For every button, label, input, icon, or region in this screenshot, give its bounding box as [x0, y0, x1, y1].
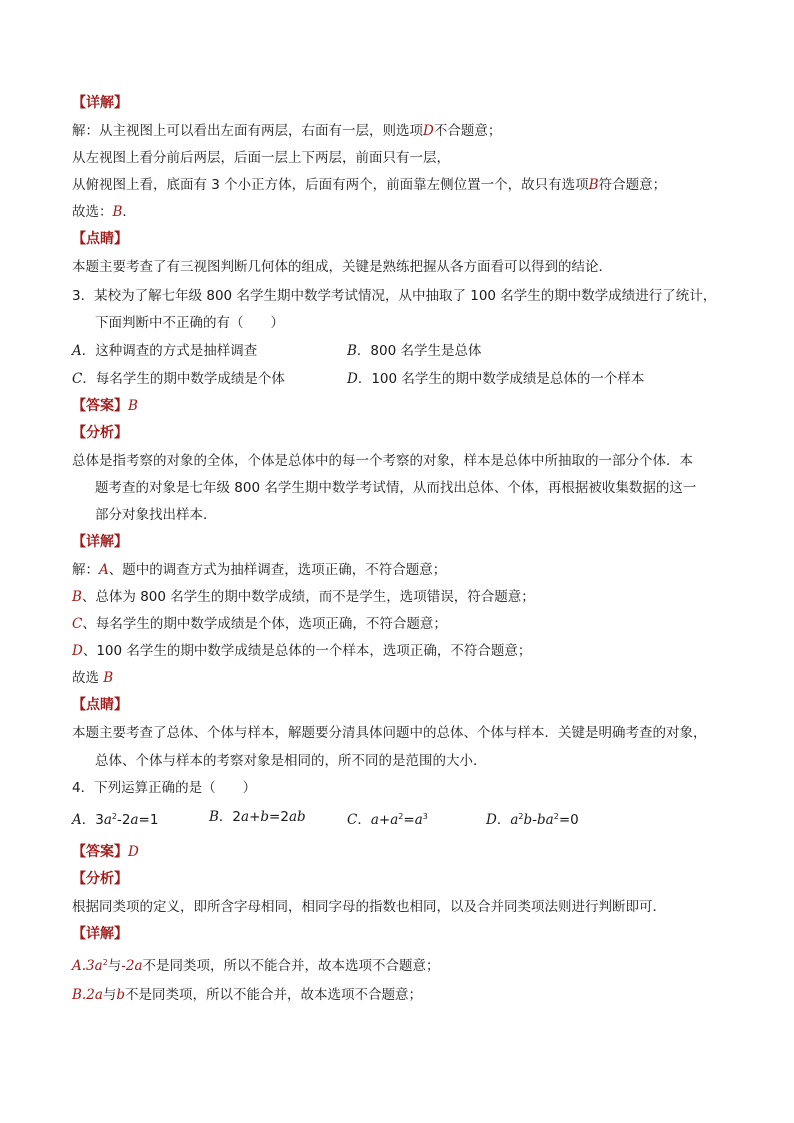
q4-option-b: B．2a+b=2ab [209, 809, 306, 825]
q4-option-d: D．$a^2b-ba^2=0$ [486, 812, 579, 828]
comment-label-q2: 【点睛】 [72, 231, 128, 247]
q3-detail-choose: 故选 B [72, 670, 114, 686]
detail-label-q2: 【详解】 [72, 95, 128, 111]
q3-comment-line1: 本题主要考查了总体、个体与样本，解题要分清具体问题中的总体、个体与样本．关键是明确考查的对象， [72, 725, 707, 741]
q4-option-c: C．$a+a^2=a^3$ [347, 812, 428, 828]
q4-stem: 4．下列运算正确的是（ ） [72, 780, 257, 796]
q2-detail-line4: 故选：B． [72, 204, 136, 220]
q3-analysis-line3: 部分对象找出样本． [95, 507, 217, 523]
q2-detail-line2: 从左视图上看分前后两层，后面一层上下两层，前面只有一层， [72, 150, 450, 166]
q3-detail-c: C、每名学生的期中数学成绩是个体，选项正确，不符合题意； [72, 616, 447, 632]
q3-analysis-line1: 总体是指考察的对象的全体，个体是总体中的每一个考察的对象，样本是总体中所抽取的一部分个体．本 [72, 453, 693, 469]
q4-answer: 【答案】D [72, 844, 139, 860]
q3-comment-line2: 总体、个体与样本的考察对象是相同的，所不同的是范围的大小． [95, 753, 487, 769]
q3-detail-a: 解：A、题中的调查方式为抽样调查，选项正确，不符合题意； [72, 562, 447, 578]
q3-stem-line1: 3．某校为了解七年级 800 名学生期中数学考试情况，从中抽取了 100 名学生的期中数学成绩进行了统计， [72, 288, 717, 304]
q3-option-d: D．100 名学生的期中数学成绩是总体的一个样本 [347, 371, 645, 387]
detail-label-q3: 【详解】 [72, 534, 128, 550]
q3-detail-b: B、总体为 800 名学生的期中数学成绩，而不是学生，选项错误，符合题意； [72, 589, 535, 605]
q4-detail-b: B.2a与b不是同类项，所以不能合并，故本选项不合题意； [72, 987, 423, 1003]
q4-analysis: 根据同类项的定义，即所含字母相同，相同字母的指数也相同，以及合并同类项法则进行判断即可． [72, 899, 666, 915]
q2-comment: 本题主要考查了有三视图判断几何体的组成，关键是熟练把握从各方面看可以得到的结论． [72, 259, 612, 275]
q3-stem-line2: 下面判断中不正确的有（ ） [95, 315, 284, 331]
detail-label-q4: 【详解】 [72, 926, 128, 942]
comment-label-q3: 【点睛】 [72, 697, 128, 713]
q3-option-b: B．800 名学生是总体 [347, 343, 482, 359]
q3-detail-d: D、100 名学生的期中数学成绩是总体的一个样本，选项正确，不符合题意； [72, 643, 532, 659]
q3-answer: 【答案】B [72, 398, 138, 414]
q3-option-a: A．这种调查的方式是抽样调查 [72, 343, 258, 359]
q3-analysis-line2: 题考查的对象是七年级 800 名学生期中数学考试情，从而找出总体、个体，再根据被收集数据的这一 [95, 480, 697, 496]
analysis-label-q4: 【分析】 [72, 871, 128, 887]
analysis-label-q3: 【分析】 [72, 425, 128, 441]
q2-detail-line1: 解：从主视图上可以看出左面有两层，右面有一层，则选项D不合题意； [72, 123, 502, 139]
q4-detail-a: $A.3a^2$与-2a不是同类项，所以不能合并，故本选项不合题意； [72, 958, 440, 974]
q2-detail-line3: 从俯视图上看，底面有 3 个小正方体，后面有两个，前面靠左侧位置一个，故只有选项B符合题意； [72, 177, 667, 193]
q3-option-c: C．每名学生的期中数学成绩是个体 [72, 371, 285, 387]
q4-option-a: A．$3a^2-2a=1$ [72, 812, 159, 828]
